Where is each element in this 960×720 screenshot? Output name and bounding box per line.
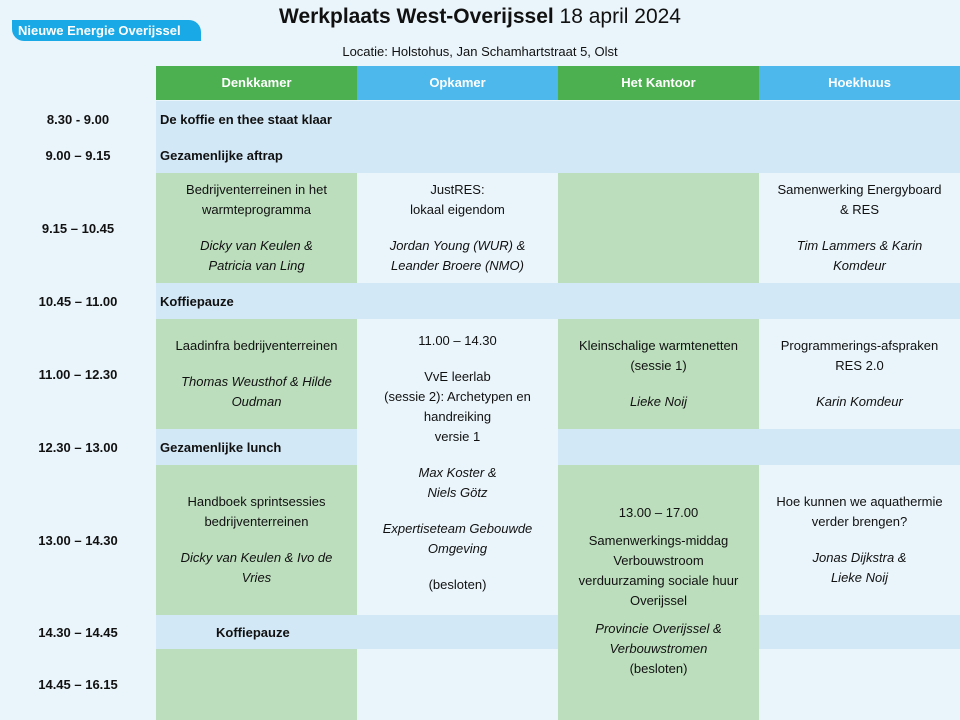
session-time: 11.00 – 14.30 [418,333,497,348]
brand-logo: Nieuwe Energie Overijssel [12,20,201,41]
session-speaker: Verbouwstromen [609,641,708,656]
session-title: Programmerings-afspraken [780,338,939,353]
session-hoekhuus-2 [759,319,960,429]
time-slot-7: 13.00 – 14.30 [38,532,118,548]
session-denkkamer-1 [156,173,357,283]
room-header-hoekhuus: Hoekhuus [759,66,960,100]
session-title: JustRES: [430,182,485,197]
session-note: (besloten) [428,577,487,592]
session-title: (sessie 2): Archetypen en [384,389,531,404]
session-opkamer-1 [357,173,558,283]
session-speaker: Komdeur [833,258,886,273]
session-speaker: Dicky van Keulen & [200,238,313,253]
band-coffee-break-2-left [156,615,558,649]
session-title: versie 1 [434,429,481,444]
title-date: 18 april 2024 [553,5,681,28]
band-coffee-break-1-label: Koffiepauze [160,293,234,309]
time-slot-2: 9.00 – 9.15 [45,147,111,163]
title-main: Werkplaats West-Overijssel [279,5,554,28]
page-title [0,3,960,31]
session-speaker: Tim Lammers & Karin [796,238,923,253]
session-speaker: Oudman [231,394,282,409]
session-title: Bedrijventerreinen in het [186,182,327,197]
session-denkkamer-4-empty [156,649,357,720]
session-title: (sessie 1) [630,358,687,373]
session-title: Hoe kunnen we aquathermie [776,494,943,509]
session-title: Laadinfra bedrijventerreinen [175,338,338,353]
session-speaker: Expertiseteam Gebouwde [382,521,533,536]
session-speaker: Thomas Weusthof & Hilde [181,374,332,389]
session-title: Overijssel [629,593,688,608]
time-slot-3: 9.15 – 10.45 [41,220,115,236]
location-line: Locatie: Holstohus, Jan Schamhartstraat 5, Olst [342,44,618,59]
session-speaker: Dicky van Keulen & Ivo de [180,550,333,565]
time-slot-8: 14.30 – 14.45 [38,624,118,640]
band-coffee-ready [156,101,960,137]
session-het-kantoor-3-samenwerkingsmiddag [558,465,759,720]
session-title: & RES [839,202,879,217]
time-slot-4: 10.45 – 11.00 [38,293,118,309]
session-speaker: Karin Komdeur [816,394,903,409]
session-title: warmteprogramma [201,202,312,217]
session-speaker: Jordan Young (WUR) & [389,238,526,253]
session-hoekhuus-4-empty [759,649,960,720]
session-speaker: Lieke Noij [629,394,688,409]
band-lunch-label: Gezamenlijke lunch [160,439,282,455]
session-speaker: Max Koster & [418,465,497,480]
room-header-het-kantoor: Het Kantoor [558,66,759,100]
session-hoekhuus-1 [759,173,960,283]
time-slot-1: 8.30 - 9.00 [46,111,110,127]
band-kickoff [156,137,960,173]
session-note: (besloten) [629,661,688,676]
time-slot-9: 14.45 – 16.15 [38,677,118,692]
session-title: VvE leerlab [424,369,491,384]
session-speaker: Omgeving [427,541,488,556]
room-header-opkamer: Opkamer [357,66,558,100]
band-coffee-break-1 [156,283,960,319]
band-coffee-break-2-right [759,615,960,649]
session-speaker: Leander Broere (NMO) [391,258,524,273]
session-denkkamer-2 [156,319,357,429]
session-title: Kleinschalige warmtenetten [579,338,738,353]
session-speaker: Vries [241,570,272,585]
session-opkamer-4-empty [357,649,558,720]
session-speaker: Patricia van Ling [208,258,305,273]
band-kickoff-label: Gezamenlijke aftrap [160,147,283,163]
session-speaker: Lieke Noij [830,570,889,585]
session-title: lokaal eigendom [410,202,505,217]
time-slot-6: 12.30 – 13.00 [38,439,118,455]
session-title: Samenwerkings-middag [588,533,729,548]
band-lunch-right [558,429,960,465]
session-title: Verbouwstroom [613,553,704,568]
session-time: 13.00 – 17.00 [618,505,699,520]
band-coffee-ready-label: De koffie en thee staat klaar [160,111,332,127]
session-title: Samenwerking Energyboard [777,182,942,197]
session-denkkamer-3 [156,465,357,615]
time-slot-5: 11.00 – 12.30 [38,366,118,382]
room-header-denkkamer: Denkkamer [156,66,357,100]
session-opkamer-2-vve-leerlab [357,319,558,615]
session-title: handreiking [423,409,492,424]
session-hoekhuus-3 [759,465,960,615]
session-speaker: Niels Götz [427,485,488,500]
session-het-kantoor-1-empty [558,173,759,283]
band-lunch-left [156,429,357,465]
session-speaker: Provincie Overijssel & [595,621,722,636]
session-speaker: Jonas Dijkstra & [812,550,907,565]
session-title: bedrijventerreinen [204,514,309,529]
session-title: Handboek sprintsessies [187,494,326,509]
band-coffee-break-2-label: Koffiepauze [216,624,290,640]
session-title: verduurzaming sociale huur [578,573,739,588]
session-title: verder brengen? [811,514,908,529]
session-title: RES 2.0 [835,358,884,373]
session-het-kantoor-2 [558,319,759,429]
